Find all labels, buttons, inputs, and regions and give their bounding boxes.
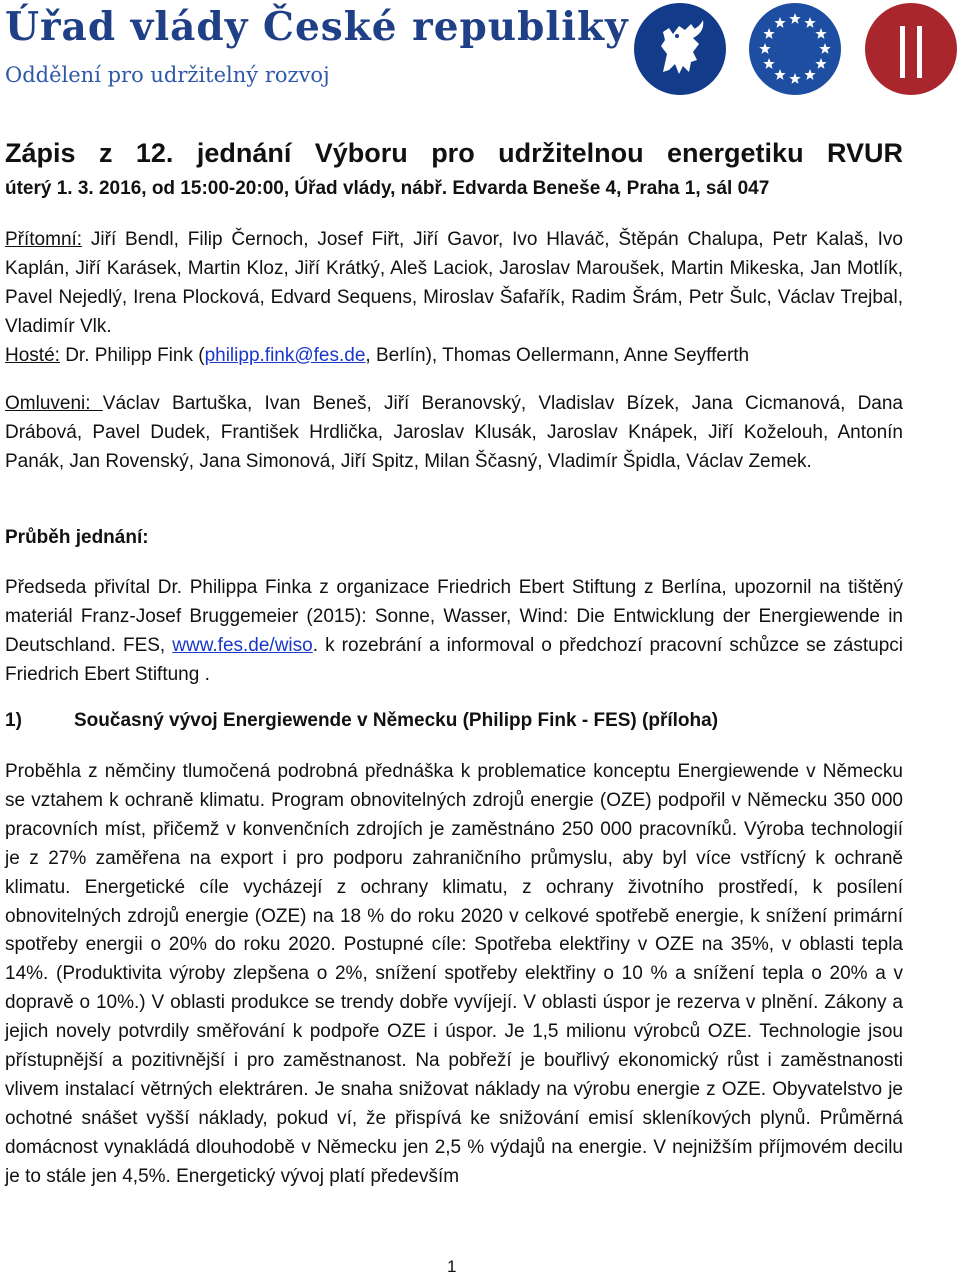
lion-coat-of-arms-logo: [633, 2, 727, 96]
department-name: Oddělení pro udržitelný rozvoj: [5, 63, 330, 87]
ii-logo: [864, 2, 958, 96]
excused-label: Omluveni:: [5, 393, 103, 414]
meeting-date-place: úterý 1. 3. 2016, od 15:00-20:00, Úřad vlády, nábř. Edvarda Beneše 4, Praha 1, sál 047: [5, 178, 770, 199]
attendance-block: [5, 226, 903, 371]
fes-link[interactable]: www.fes.de/wiso: [172, 634, 313, 656]
document-title: Zápis z 12. jednání Výboru pro udržitelnou energetiku RVUR: [5, 138, 903, 168]
page-number: 1: [447, 1257, 457, 1276]
intro-paragraph: [5, 574, 903, 690]
present-names: Jiří Bendl, Filip Černoch, Josef Fiřt, Jiří Gavor, Ivo Hlaváč, Štěpán Chalupa, Petr Kalaš, Ivo Kaplán, Jiří Karásek, Martin Kloz, Jiří Krátký, Aleš Laciok, Jaroslav Maroušek, Martin Mikeska, Jan Motlík, Pavel Nejedlý, Irena Plocková, Edvard Sequens, Miroslav Šafařík, Radim Šrám, Petr Šulc, Václav Trejbal, Vladimír Vlk.: [5, 229, 903, 337]
intro-text-end: . k rozebrání a informoval o předchozí pracovní schůzce se zástupci Friedrich Ebert Stiftung .: [5, 634, 903, 685]
guests-prefix: Dr. Philipp Fink (: [59, 344, 205, 366]
eu-stars-logo: [748, 2, 842, 96]
section-1-body: Proběhla z němčiny tlumočená podrobná přednáška k problematice konceptu Energiewende v Německu se vztahem k ochraně klimatu. Program obnovitelných zdrojů energie (OZE) podpořil v Německu 350 000 pracovních míst, přičemž v konvenčních zdrojích je zaměstnáno 250 000 pracovníků. Výroba technologií je z 27% zaměřena na export i pro podporu zahraničního průmyslu, aby byl více vstřícný k ochraně klimatu. Energetické cíle vycházejí z ochrany klimatu, z ochrany životního prostředí, k posílení obnovitelných zdrojů energie (OZE) na 18 % do roku 2020 v celkové spotřebě energie, k snížení primární spotřeby energii o 20% do roku 2020. Postupné cíle: Spotřeba elektřiny v OZE na 35%, v oblasti tepla 14%. (Produktivita výroby zlepšena o 2%, snížení spotřeby elektřiny o 10 % a snížení tepla o 20% a v dopravě o 10%.) V oblasti produkce se trendy dobře vyvíjejí. V oblasti úspor je rezerva v plnění. Zákony a jejich novely potvrdily směřování k podpoře OZE i úspor. Je 1,5 milionu výrobců OZE. Technologie jsou přístupnější a pozitivnější i pro zaměstnanost. Na pobřeží je bouřlivý ekonomický růst i zaměstnanosti vlivem instalací větrných elektráren. Je snaha snižovat náklady na výrobu energie z OZE. Obyvatelstvo je ochotné snášet vyšší náklady, pokud ví, že přispívá ke snižování emisí skleníkových plynů. Průměrná domácnost vynakládá dlouhodobě v Německu jen 2,5 % výdajů na energie. V nejnižším příjmovém decilu je to stále jen 4,5%. Energetický vývoj platí především: [5, 761, 903, 1187]
section-title: Současný vývoj Energiewende v Německu (Philipp Fink - FES) (příloha): [74, 710, 719, 731]
progress-heading: Průběh jednání:: [5, 527, 149, 548]
excused-block: [5, 390, 903, 477]
guest-email-link[interactable]: philipp.fink@fes.de: [204, 344, 366, 366]
section-1-heading: [5, 710, 903, 732]
excused-names: Václav Bartuška, Ivan Beneš, Jiří Beranovský, Vladislav Bízek, Jana Cicmanová, Dana Drábová, Pavel Dudek, František Hrdlička, Jaroslav Klusák, Jaroslav Knápek, Jiří Koželouh, Antonín Panák, Jan Rovenský, Jana Simonová, Jiří Spitz, Milan Ščasný, Vladimír Špidla, Václav Zemek.: [5, 393, 903, 472]
guests-label: Hosté:: [5, 344, 60, 366]
guests-suffix: , Berlín), Thomas Oellermann, Anne Seyfferth: [365, 344, 750, 366]
intro-text: Předseda přivítal Dr. Philippa Finka z organizace Friedrich Ebert Stiftung z Berlína, upozornil na tištěný materiál Franz-Josef Bruggemeier (2015): Sonne, Wasser, Wind: Die Entwicklung der Energiewende in Deutschland. FES,: [5, 577, 903, 656]
organization-name: Úřad vlády České republiky: [5, 4, 629, 50]
section-number: 1): [5, 710, 22, 731]
letterhead: [0, 0, 960, 100]
present-label: Přítomní:: [5, 229, 83, 250]
